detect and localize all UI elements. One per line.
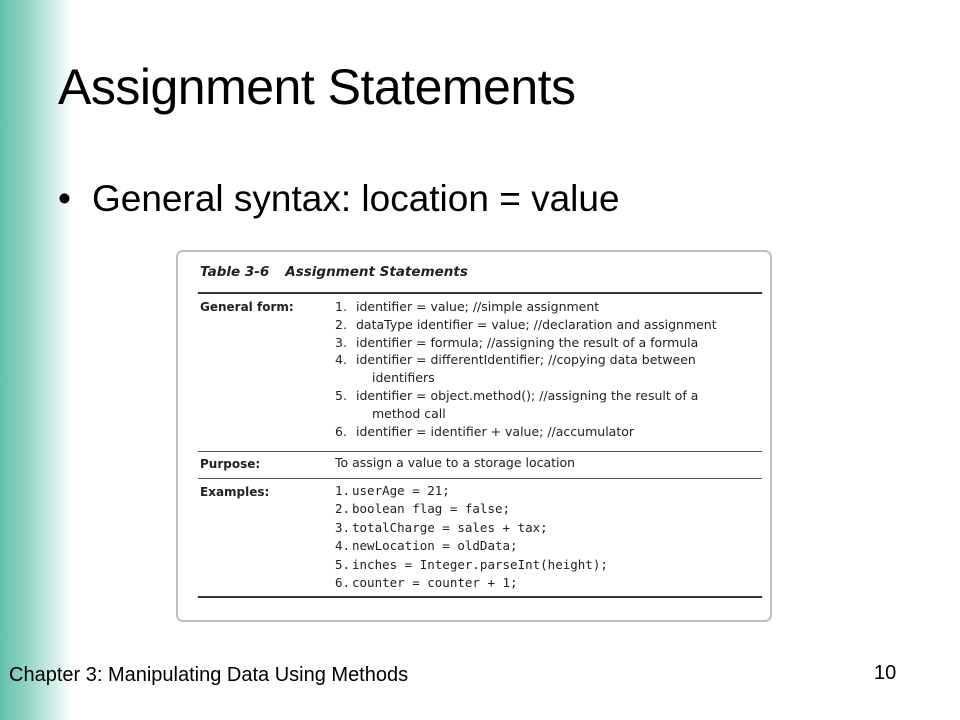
general-form-label: General form:	[200, 300, 294, 314]
page-number: 10	[874, 662, 897, 684]
footer-chapter-title: Chapter 3: Manipulating Data Using Methods	[9, 664, 409, 686]
purpose-text: To assign a value to a storage location	[335, 455, 576, 470]
list-item: 3. totalCharge = sales + tax;	[335, 519, 548, 535]
list-item: 1. userAge = 21;	[335, 483, 450, 498]
table-rule	[198, 478, 762, 479]
list-item: 1. identifier = value; //simple assignment	[335, 299, 600, 314]
list-item: 2. boolean flag = false;	[335, 501, 511, 517]
list-item: 4. newLocation = oldData;	[335, 538, 518, 554]
general-form-list	[335, 298, 717, 440]
table-caption-text: Assignment Statements	[285, 264, 468, 280]
table-rule	[198, 451, 762, 452]
bullet-icon: •	[58, 178, 71, 219]
bullet-point	[58, 178, 620, 220]
list-item: 2. dataType identifier = value; //declaration and assignment	[335, 316, 717, 332]
table-number: Table 3-6	[200, 264, 270, 280]
list-item: 3. identifier = formula; //assigning the result of a formula	[335, 334, 699, 350]
list-item: 4. identifier = differentIdentifier; //copying data between identifiers	[335, 352, 696, 386]
list-item: 5. inches = Integer.parseInt(height);	[335, 556, 608, 572]
slide-title: Assignment Statements	[58, 59, 576, 115]
assignment-statements-table	[176, 250, 772, 622]
examples-list	[335, 482, 608, 592]
table-caption	[200, 264, 468, 280]
purpose-label: Purpose:	[200, 457, 261, 471]
list-item: 5. identifier = object.method(); //assigning the result of a method call	[335, 387, 699, 421]
bullet-text: General syntax: location = value	[92, 178, 620, 219]
table-rule-bottom	[198, 596, 762, 598]
examples-label: Examples:	[200, 485, 270, 499]
list-item: 6. identifier = identifier + value; //accumulator	[335, 423, 635, 439]
table-rule-top	[198, 292, 762, 294]
list-item: 6. counter = counter + 1;	[335, 575, 518, 591]
